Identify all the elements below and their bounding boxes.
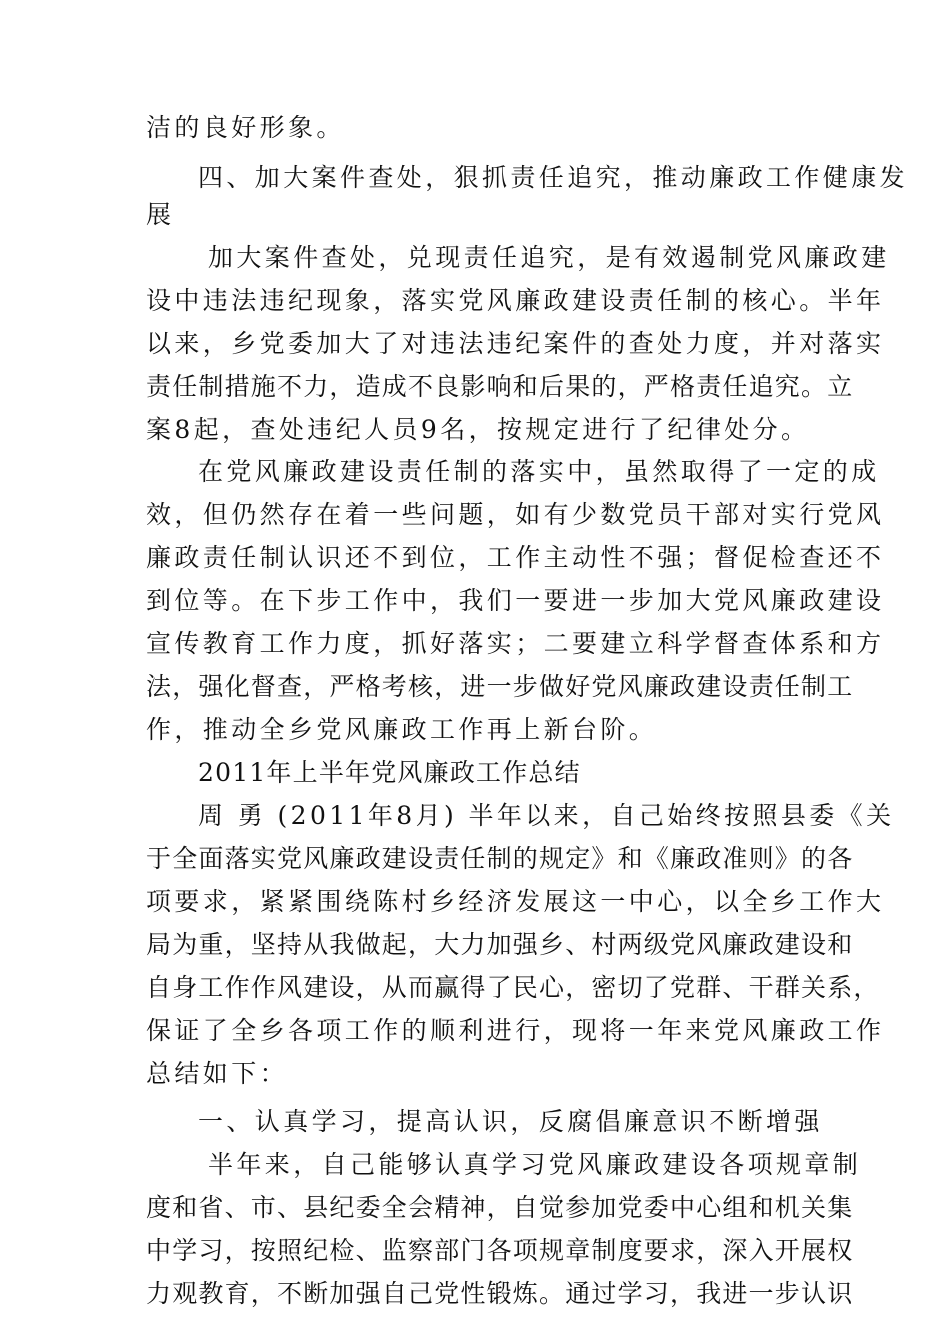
text-line: 到位等。在下步工作中，我们一要进一步加大党风廉政建设 [146,586,885,615]
text-line: 宣传教育工作力度，抓好落实；二要建立科学督查体系和方 [146,629,885,658]
text-line: 总结如下： [146,1059,289,1088]
text-line: 项要求，紧紧围绕陈村乡经济发展这一中心，以全乡工作大 [146,887,885,916]
text-line: 廉政责任制认识还不到位，工作主动性不强；督促检查还不 [146,543,885,572]
text-line: 力观教育，不断加强自己党性锻炼。通过学习，我进一步认识 [146,1279,854,1308]
text-line: 在党风廉政建设责任制的落实中，虽然取得了一定的成 [198,457,880,486]
text-line: 加大案件查处，兑现责任追究，是有效遏制党风廉政建 [208,243,890,272]
section-heading: 四、加大案件查处，狠抓责任追究，推动廉政工作健康发 [198,163,909,192]
text-line: 局为重，坚持从我做起，大力加强乡、村两级党风廉政建设和 [146,930,854,959]
text-line: 以来，乡党委加大了对违法违纪案件的查处力度，并对落实 [146,329,885,358]
text-line: 洁的良好形象。 [146,113,345,142]
text-line: 作，推动全乡党风廉政工作再上新台阶。 [146,715,658,744]
text-line: 效，但仍然存在着一些问题，如有少数党员干部对实行党风 [146,500,885,529]
text-line: 于全面落实党风廉政建设责任制的规定》和《廉政准则》的各 [146,844,854,873]
section-heading-continued: 展 [146,200,175,229]
section-heading: 一、认真学习，提高认识，反腐倡廉意识不断增强 [198,1107,823,1136]
author-date-line: 周 勇 (2011年8月) 半年以来，自己始终按照县委《关 [198,801,895,830]
text-line: 责任制措施不力，造成不良影响和后果的，严格责任追究。立 [146,372,854,401]
article-title: 2011年上半年党风廉政工作总结 [198,758,581,787]
text-line: 中学习，按照纪检、监察部门各项规章制度要求，深入开展权 [146,1236,854,1265]
text-line: 半年来，自己能够认真学习党风廉政建设各项规章制 [208,1150,862,1179]
text-line: 设中违法违纪现象，落实党风廉政建设责任制的核心。半年 [146,286,885,315]
text-line: 案8起，查处违纪人员9名，按规定进行了纪律处分。 [146,415,810,444]
text-line: 自身工作作风建设，从而赢得了民心，密切了党群、干群关系， [146,973,880,1002]
text-line: 法，强化督查，严格考核，进一步做好党风廉政建设责任制工 [146,672,854,701]
text-line: 保证了全乡各项工作的顺利进行，现将一年来党风廉政工作 [146,1016,885,1045]
text-line: 度和省、市、县纪委全会精神，自觉参加党委中心组和机关集 [146,1193,854,1222]
